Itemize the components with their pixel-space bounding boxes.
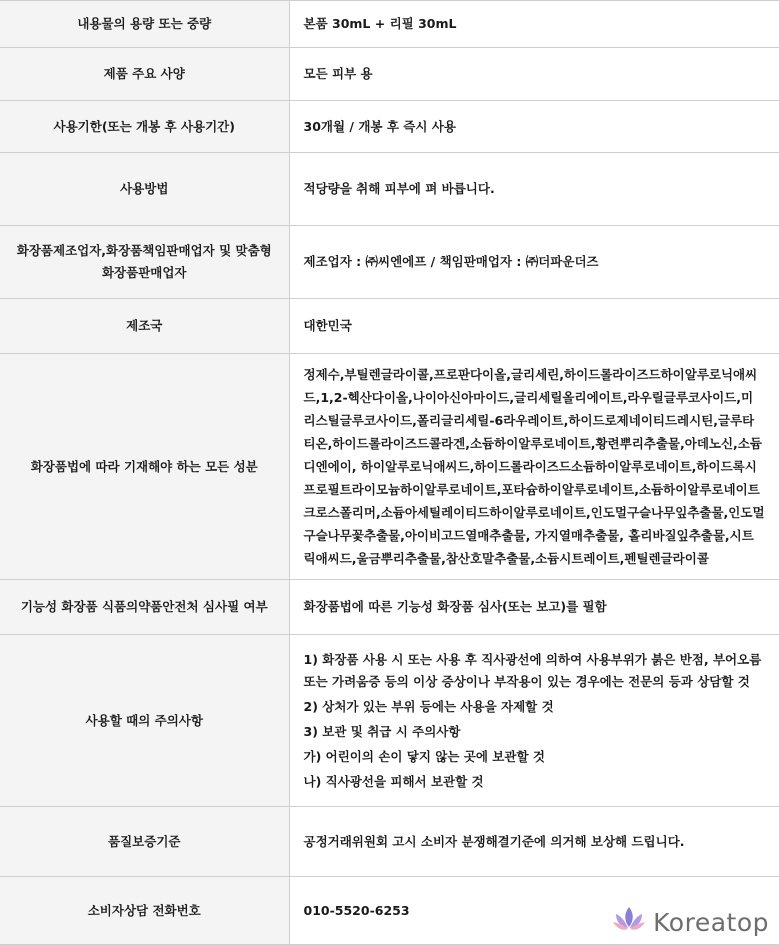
- row-label: 기능성 화장품 식품의약품안전처 심사필 여부: [0, 580, 289, 635]
- precaution-item: 가) 어린이의 손이 닿지 않는 곳에 보관할 것: [303, 748, 545, 764]
- lotus-icon: [611, 905, 647, 939]
- row-value: 010-5520-6253: [289, 877, 779, 945]
- row-label: 사용기한(또는 개봉 후 사용기간): [0, 101, 289, 153]
- row-value: 30개월 / 개봉 후 즉시 사용: [289, 101, 779, 153]
- row-label: 화장품법에 따라 기재해야 하는 모든 성분: [0, 354, 289, 580]
- precaution-item: 2) 상처가 있는 부위 등에는 사용을 자제할 것: [303, 698, 554, 714]
- row-label: 제품 주요 사양: [0, 48, 289, 101]
- row-value: 화장품법에 따른 기능성 화장품 심사(또는 보고)를 필함: [289, 580, 779, 635]
- precaution-item: 3) 보관 및 취급 시 주의사항: [303, 723, 461, 739]
- precautions-list: [289, 635, 779, 807]
- table-row: [0, 635, 779, 807]
- row-label: 품질보증기준: [0, 807, 289, 877]
- table-row: [0, 153, 779, 226]
- row-value: 본품 30mL + 리필 30mL: [289, 1, 779, 48]
- row-label: 사용방법: [0, 153, 289, 226]
- row-label: 소비자상담 전화번호: [0, 877, 289, 945]
- brand-name: Koreatop: [653, 907, 769, 937]
- row-value: 공정거래위원회 고시 소비자 분쟁해결기준에 의거해 보상해 드립니다.: [289, 807, 779, 877]
- row-value: 제조업자 : ㈜씨엔에프 / 책임판매업자 : ㈜더파운더즈: [289, 226, 779, 299]
- table-row: [0, 226, 779, 299]
- row-value: 대한민국: [289, 299, 779, 354]
- ingredients-list: 정제수,부틸렌글라이콜,프로판다이올,글리세린,하이드롤라이즈드하이알루로닉애씨드,1,2-헥산다이올,나이아신아마이드,글리세릴올리에이트,라우릴글루코사이드,미리스틸글루코사이드,폴리글리세릴-6라우레이트,하이드로제네이티드레시틴,글루타티온,하이드롤라이즈드콜라겐,소듐하이알루로네이트,황련뿌리추출물,아데노신,소듐디엔에이, 하이알루로닉애씨드,하이드롤라이즈드소듐하이알루로네이트,하이드록시프로필트라이모늄하이알루로네이트,포타슘하이알루로네이트,소듐하이알루로네이트크로스폴리머,소듐아세틸레이티드하이알루로네이트,인도멀구슬나무잎추출물,인도멀구슬나무꽃추출물,아이비고드열매추출물, 가지열매추출물, 홀리바질잎추출물,시트릭애씨드,울금뿌리추출물,참산호말추출물,소듐시트레이트,펜틸렌글라이콜: [289, 354, 779, 580]
- row-label: 내용물의 용량 또는 중량: [0, 1, 289, 48]
- table-row: [0, 48, 779, 101]
- precaution-item: 1) 화장품 사용 시 또는 사용 후 직사광선에 의하여 사용부위가 붉은 반점, 부어오름 또는 가려움증 등의 이상 증상이나 부작용이 있는 경우에는 전문의 등과 상담할 것: [303, 651, 762, 689]
- precaution-item: 나) 직사광선을 피해서 보관할 것: [303, 773, 484, 789]
- table-row: [0, 299, 779, 354]
- table-row: [0, 101, 779, 153]
- brand-watermark: [611, 905, 769, 939]
- row-label: 사용할 때의 주의사항: [0, 635, 289, 807]
- table-row: [0, 807, 779, 877]
- row-label: 제조국: [0, 299, 289, 354]
- table-row: [0, 580, 779, 635]
- row-value: 적당량을 취해 피부에 펴 바릅니다.: [289, 153, 779, 226]
- row-value: 모든 피부 용: [289, 48, 779, 101]
- row-label: 화장품제조업자,화장품책임판매업자 및 맞춤형화장품판매업자: [0, 226, 289, 299]
- table-row: [0, 1, 779, 48]
- table-row: [0, 354, 779, 580]
